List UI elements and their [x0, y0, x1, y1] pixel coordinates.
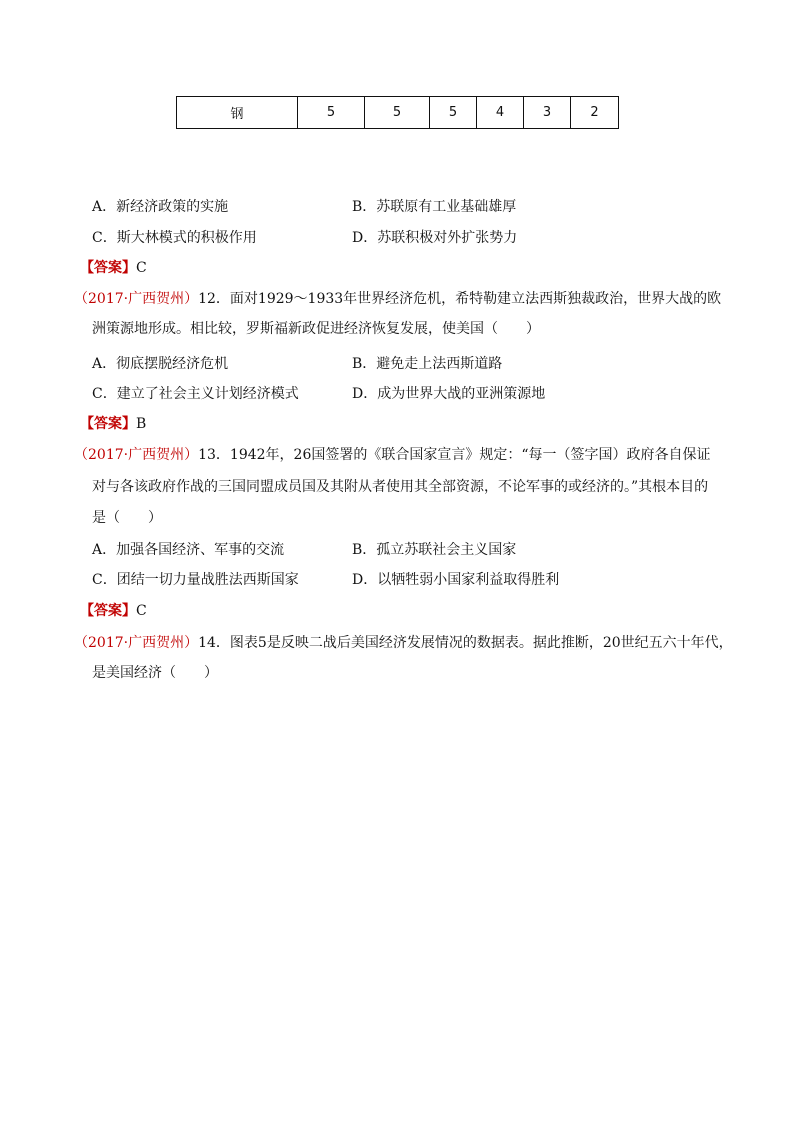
- answer-value: B: [136, 416, 147, 432]
- q12-option-a: A．彻底摆脱经济危机: [92, 356, 229, 372]
- q13-option-c: C．团结一切力量战胜法西斯国家: [92, 572, 299, 588]
- answer-label: 【答案】: [80, 260, 136, 276]
- q11-option-d: D．苏联积极对外扩张势力: [352, 230, 518, 246]
- q12-option-c: C．建立了社会主义计划经济模式: [92, 386, 299, 402]
- q13-stem-line-3: 是（ ）: [92, 510, 162, 526]
- q11-answer: [80, 259, 147, 277]
- q13-stem-line-2: 对与各该政府作战的三国同盟成员国及其附从者使用其全部资源，不论军事的或经济的。”其根本目的: [92, 479, 709, 495]
- data-table: [176, 96, 619, 129]
- table-cell: 5: [430, 97, 477, 129]
- row-label-cell: 钢: [177, 97, 298, 129]
- q12-option-b: B．避免走上法西斯道路: [352, 356, 503, 372]
- table-cell: 3: [524, 97, 571, 129]
- question-source: （2017·广西贺州）: [74, 291, 199, 307]
- question-text: 12．面对1929～1933年世界经济危机，希特勒建立法西斯独裁政治，世界大战的欧: [198, 291, 722, 307]
- answer-label: 【答案】: [80, 603, 136, 619]
- answer-label: 【答案】: [80, 416, 136, 432]
- q14-stem-line-1: [74, 634, 733, 652]
- table-cell: 2: [571, 97, 619, 129]
- q12-stem-line-2: 洲策源地形成。相比较，罗斯福新政促进经济恢复发展，使美国（ ）: [92, 321, 540, 337]
- q12-answer: [80, 415, 146, 433]
- q11-option-b: B．苏联原有工业基础雄厚: [352, 199, 517, 215]
- q12-stem-line-1: [74, 290, 721, 308]
- table-cell: 5: [298, 97, 365, 129]
- q13-stem-line-1: [74, 446, 711, 464]
- table-cell: 5: [365, 97, 430, 129]
- q13-option-d: D．以牺牲弱小国家利益取得胜利: [352, 572, 560, 588]
- q14-stem-line-2: 是美国经济（ ）: [92, 665, 218, 681]
- answer-value: C: [136, 260, 147, 276]
- question-source: （2017·广西贺州）: [74, 447, 199, 463]
- q13-option-b: B．孤立苏联社会主义国家: [352, 542, 517, 558]
- answer-value: C: [136, 603, 147, 619]
- q13-answer: [80, 602, 147, 620]
- q11-option-a: A．新经济政策的实施: [92, 199, 229, 215]
- question-source: （2017·广西贺州）: [74, 635, 199, 651]
- question-text: 13．1942年，26国签署的《联合国家宣言》规定：“每一（签字国）政府各自保证: [198, 447, 711, 463]
- table-row: [177, 97, 619, 129]
- q12-option-d: D．成为世界大战的亚洲策源地: [352, 386, 546, 402]
- question-text: 14．图表5是反映二战后美国经济发展情况的数据表。据此推断，20世纪五六十年代，: [198, 635, 733, 651]
- q13-option-a: A．加强各国经济、军事的交流: [92, 542, 285, 558]
- table-cell: 4: [477, 97, 524, 129]
- q11-option-c: C．斯大林模式的积极作用: [92, 230, 257, 246]
